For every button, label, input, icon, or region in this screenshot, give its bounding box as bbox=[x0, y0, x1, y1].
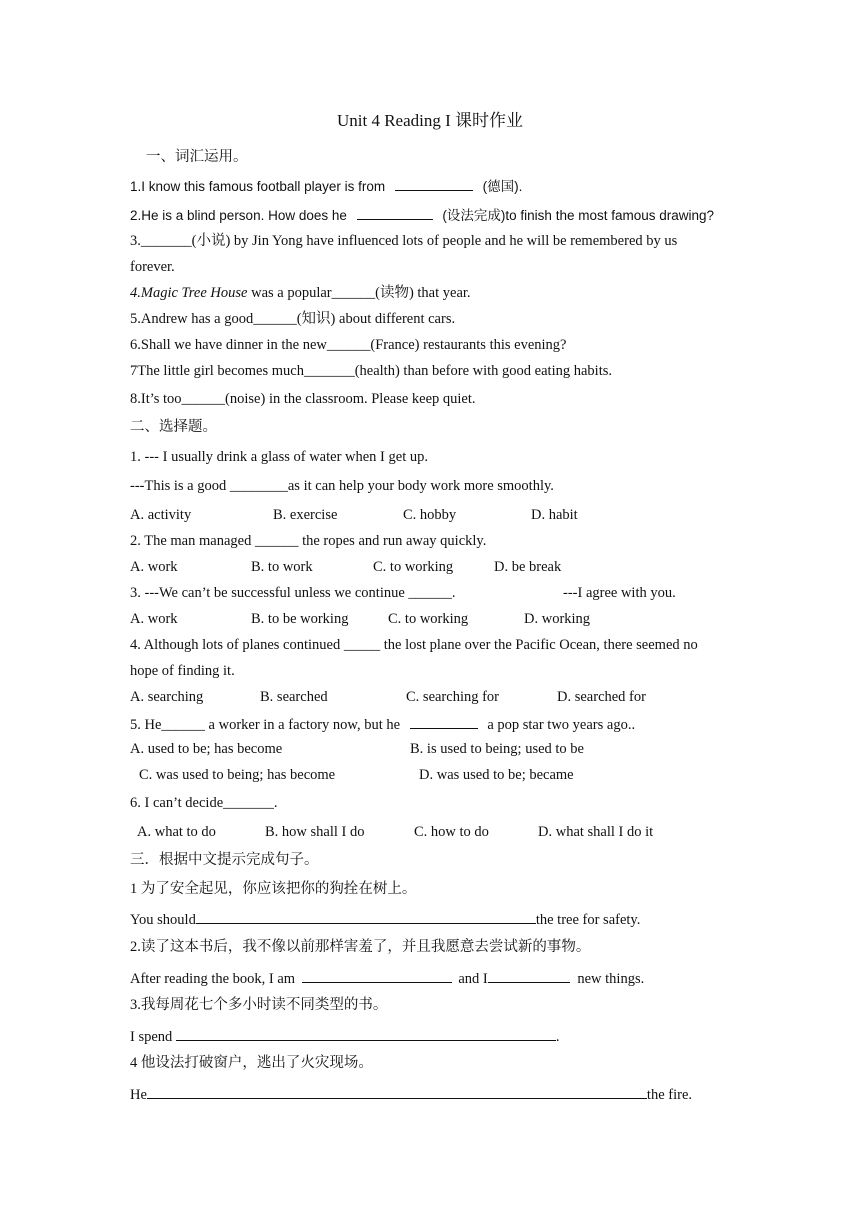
sentence-start: He bbox=[130, 1087, 147, 1103]
sentence-end: new things. bbox=[577, 971, 645, 987]
page-title: Unit 4 Reading I 课时作业 bbox=[336, 111, 524, 130]
option-a[interactable]: A. what to do bbox=[137, 824, 216, 840]
choice-question-4-line-2: hope of finding it. bbox=[130, 663, 235, 679]
section-2-heading: 二、选择题。 bbox=[130, 419, 217, 435]
book-title: 4.Magic Tree House bbox=[130, 285, 248, 301]
section-1-heading: 一、词汇运用。 bbox=[146, 149, 248, 165]
vocab-question-6: 6.Shall we have dinner in the new______(France) restaurants this evening? bbox=[130, 337, 567, 353]
option-b[interactable]: B. how shall I do bbox=[265, 824, 365, 840]
answer-blank[interactable] bbox=[395, 176, 473, 191]
option-d[interactable]: D. searched for bbox=[557, 689, 646, 705]
option-a[interactable]: A. searching bbox=[130, 689, 204, 705]
sentence-start: After reading the book, I am bbox=[130, 971, 296, 987]
vocab-question-3-line-1: 3._______(小说) by Jin Yong have influenced lots of people and he will be remembered by us bbox=[130, 233, 678, 249]
answer-blank[interactable] bbox=[147, 1084, 647, 1099]
option-a[interactable]: A. work bbox=[130, 611, 178, 627]
vocab-question-8: 8.It’s too______(noise) in the classroom. Please keep quiet. bbox=[130, 391, 476, 407]
choice-question-6: 6. I can’t decide_______. bbox=[130, 795, 278, 811]
option-b[interactable]: B. to be working bbox=[251, 611, 349, 627]
option-d[interactable]: D. what shall I do it bbox=[538, 824, 654, 840]
answer-blank[interactable] bbox=[302, 968, 452, 983]
question-text: 1.I know this famous football player is from bbox=[130, 179, 386, 194]
choice-question-3-reply: ---I agree with you. bbox=[563, 585, 676, 601]
option-b[interactable]: B. searched bbox=[260, 689, 328, 705]
translation-question-1-chinese: 1 为了安全起见，你应该把你的狗拴在树上。 bbox=[130, 881, 417, 897]
translation-question-2-english bbox=[130, 968, 644, 988]
option-c[interactable]: C. to working bbox=[388, 611, 469, 627]
question-text: 2.He is a blind person. How does he bbox=[130, 208, 347, 223]
question-hint: (德国). bbox=[482, 179, 523, 194]
translation-question-3-chinese: 3.我每周花七个多小时读不同类型的书。 bbox=[130, 997, 388, 1013]
vocab-question-1 bbox=[130, 176, 522, 196]
answer-blank[interactable] bbox=[410, 714, 478, 729]
sentence-middle: and I bbox=[458, 971, 488, 987]
vocab-question-5: 5.Andrew has a good______(知识) about different cars. bbox=[130, 311, 456, 327]
option-a[interactable]: A. activity bbox=[130, 507, 192, 523]
option-c[interactable]: C. to working bbox=[373, 559, 454, 575]
answer-blank[interactable] bbox=[488, 968, 570, 983]
sentence-start: You should bbox=[130, 912, 196, 928]
answer-blank[interactable] bbox=[176, 1026, 556, 1041]
choice-question-2: 2. The man managed ______ the ropes and run away quickly. bbox=[130, 533, 487, 549]
answer-blank[interactable] bbox=[196, 909, 536, 924]
sentence-end: . bbox=[555, 1029, 560, 1045]
option-a[interactable]: A. used to be; has become bbox=[130, 741, 283, 757]
question-text: 5. He______ a worker in a factory now, but he bbox=[130, 717, 401, 733]
translation-question-4-chinese: 4 他设法打破窗户，逃出了火灾现场。 bbox=[130, 1055, 373, 1071]
choice-question-5 bbox=[130, 714, 635, 734]
answer-blank[interactable] bbox=[357, 205, 433, 220]
choice-question-1-line-1: 1. --- I usually drink a glass of water when I get up. bbox=[130, 449, 428, 465]
option-c[interactable]: C. hobby bbox=[403, 507, 457, 523]
vocab-question-2 bbox=[130, 205, 714, 225]
choice-question-1-line-2: ---This is a good ________as it can help your body work more smoothly. bbox=[130, 478, 554, 494]
option-b[interactable]: B. is used to being; used to be bbox=[410, 741, 584, 757]
translation-question-3-english bbox=[130, 1026, 560, 1046]
option-a[interactable]: A. work bbox=[130, 559, 178, 575]
sentence-start: I spend bbox=[130, 1029, 173, 1045]
sentence-end: the tree for safety. bbox=[535, 912, 641, 928]
sentence-end: the fire. bbox=[646, 1087, 693, 1103]
vocab-question-3-line-2: forever. bbox=[130, 259, 175, 275]
translation-question-4-english bbox=[130, 1084, 692, 1104]
vocab-question-7: 7The little girl becomes much_______(health) than before with good eating habits. bbox=[130, 363, 612, 379]
vocab-question-4 bbox=[130, 284, 471, 302]
option-c[interactable]: C. searching for bbox=[406, 689, 500, 705]
option-d[interactable]: D. habit bbox=[531, 507, 578, 523]
translation-question-2-chinese: 2.读了这本书后，我不像以前那样害羞了，并且我愿意去尝试新的事物。 bbox=[130, 939, 591, 955]
option-d[interactable]: D. be break bbox=[494, 559, 562, 575]
option-c[interactable]: C. was used to being; has become bbox=[139, 767, 336, 783]
option-b[interactable]: B. exercise bbox=[273, 507, 338, 523]
choice-question-4-line-1: 4. Although lots of planes continued _____ the lost plane over the Pacific Ocean, there seemed no bbox=[130, 637, 698, 653]
translation-question-1-english bbox=[130, 909, 640, 929]
question-hint: (设法完成)to finish the most famous drawing? bbox=[442, 208, 715, 223]
choice-question-3: 3. ---We can’t be successful unless we continue ______. bbox=[130, 585, 456, 601]
question-text: was a popular______(读物) that year. bbox=[247, 285, 471, 301]
option-b[interactable]: B. to work bbox=[251, 559, 313, 575]
question-text-end: a pop star two years ago.. bbox=[487, 717, 636, 733]
section-3-heading: 三．根据中文提示完成句子。 bbox=[130, 852, 319, 868]
option-d[interactable]: D. was used to be; became bbox=[419, 767, 574, 783]
option-d[interactable]: D. working bbox=[524, 611, 591, 627]
option-c[interactable]: C. how to do bbox=[414, 824, 489, 840]
